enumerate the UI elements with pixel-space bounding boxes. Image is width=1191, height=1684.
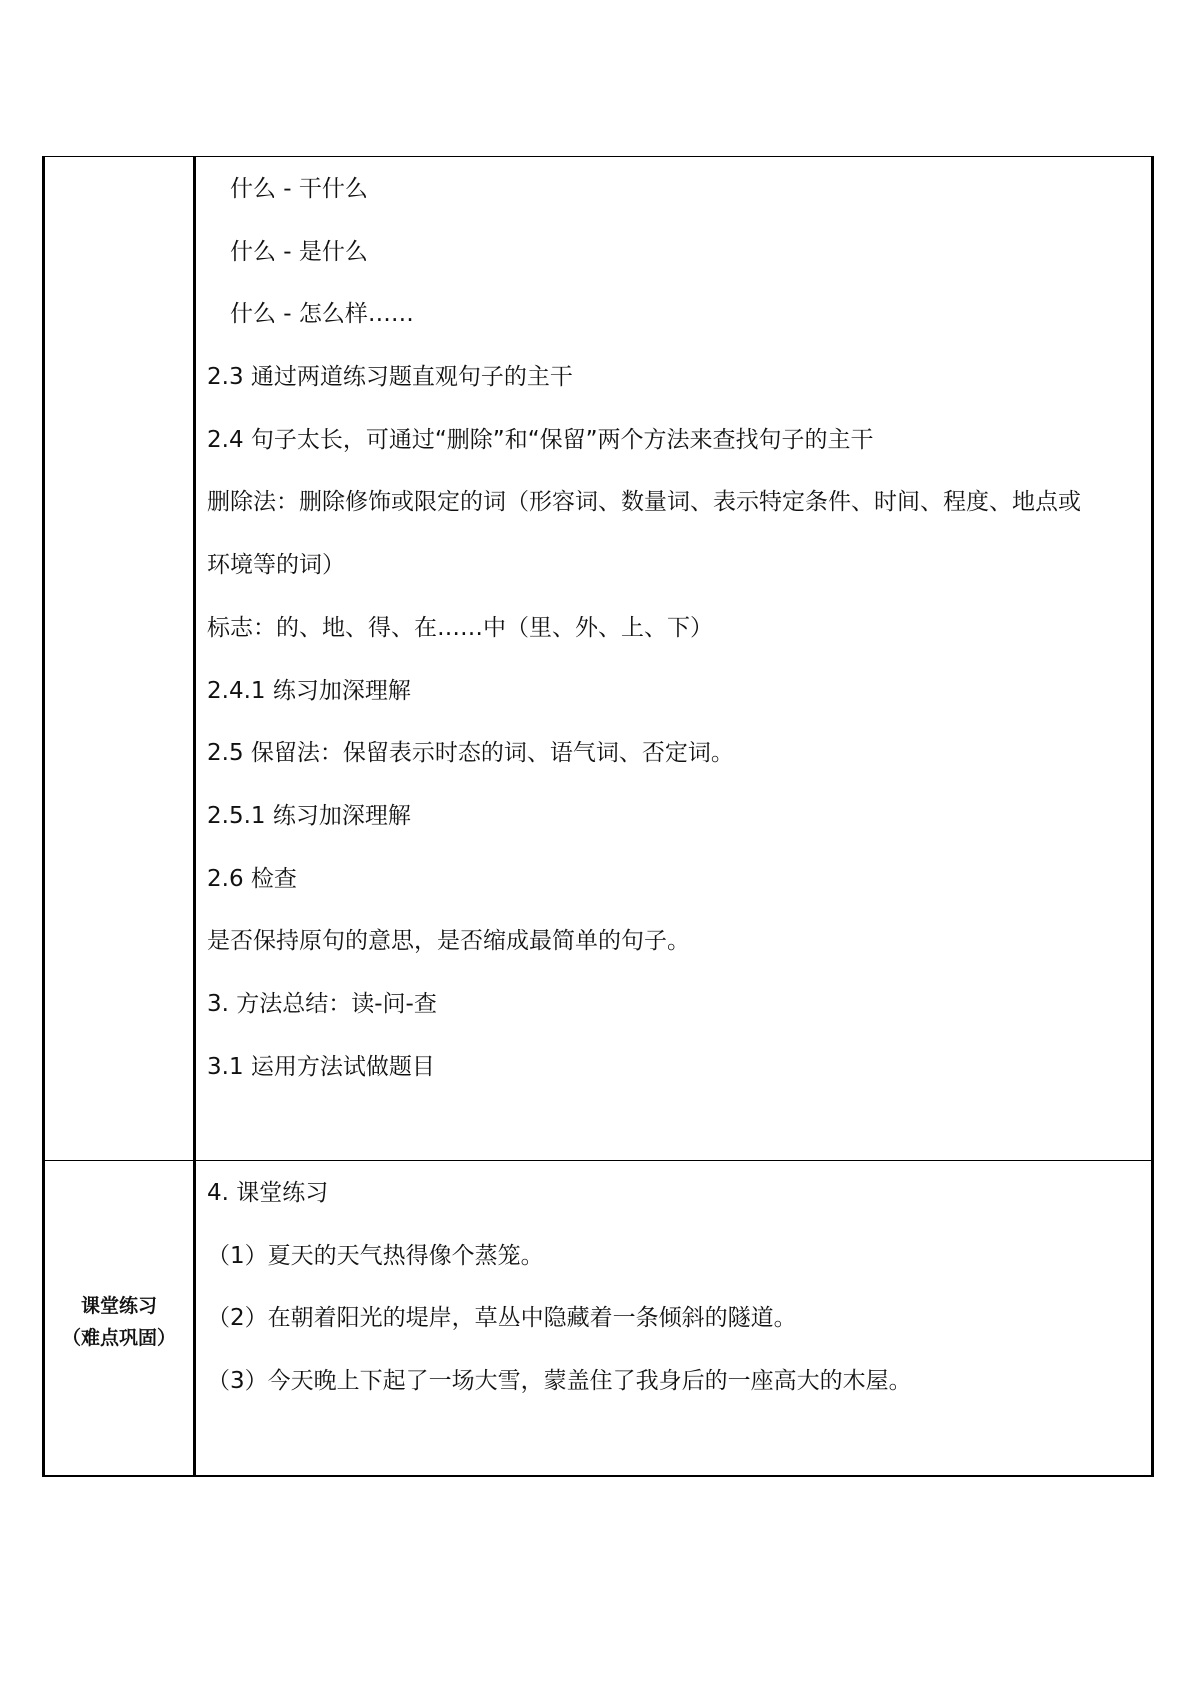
text-line: 2.5 保留法：保留表示时态的词、语气词、否定词。 [207,740,734,767]
practice-row [44,1161,1153,1477]
exercise-item: （3）今天晚上下起了一场大雪，蒙盖住了我身后的一座高大的木屋。 [207,1367,912,1394]
section-label [45,1161,193,1475]
text-line: 2.3 通过两道练习题直观句子的主干 [207,364,573,391]
text-line: 环境等的词） [207,552,345,579]
text-line: 什么 - 是什么 [230,238,368,265]
lesson-plan-table [42,156,1154,1477]
text-line: 是否保持原句的意思，是否缩成最简单的句子。 [207,928,690,955]
text-line: 什么 - 干什么 [230,176,368,202]
text-line: 2.4.1 练习加深理解 [207,677,411,704]
text-line: 3. 方法总结：读-问-查 [207,990,437,1017]
practice-label-cell [44,1161,195,1477]
section-label-title: 课堂练习 [80,1295,157,1317]
method-row [44,157,1153,1161]
text-line: 删除法：删除修饰或限定的词（形容词、数量词、表示特定条件、时间、程度、地点或 [207,489,1081,516]
method-content-cell [195,157,1153,1161]
text-line: 2.4 句子太长，可通过“删除”和“保留”两个方法来查找句子的主干 [207,426,874,453]
text-line: 标志：的、地、得、在……中（里、外、上、下） [207,614,713,641]
text-line: 4. 课堂练习 [207,1180,329,1206]
text-line: 3.1 运用方法试做题目 [207,1053,435,1080]
section-label-subtitle: （难点巩固） [61,1327,176,1349]
text-line: 什么 - 怎么样…… [230,301,414,328]
text-line: 2.5.1 练习加深理解 [207,802,411,829]
exercise-item: （2）在朝着阳光的堤岸，草丛中隐藏着一条倾斜的隧道。 [207,1305,797,1331]
practice-content-cell [195,1161,1153,1477]
exercise-item: （1）夏天的天气热得像个蒸笼。 [207,1242,544,1269]
text-line: 2.6 检查 [207,865,297,892]
method-label-cell [44,157,195,1161]
